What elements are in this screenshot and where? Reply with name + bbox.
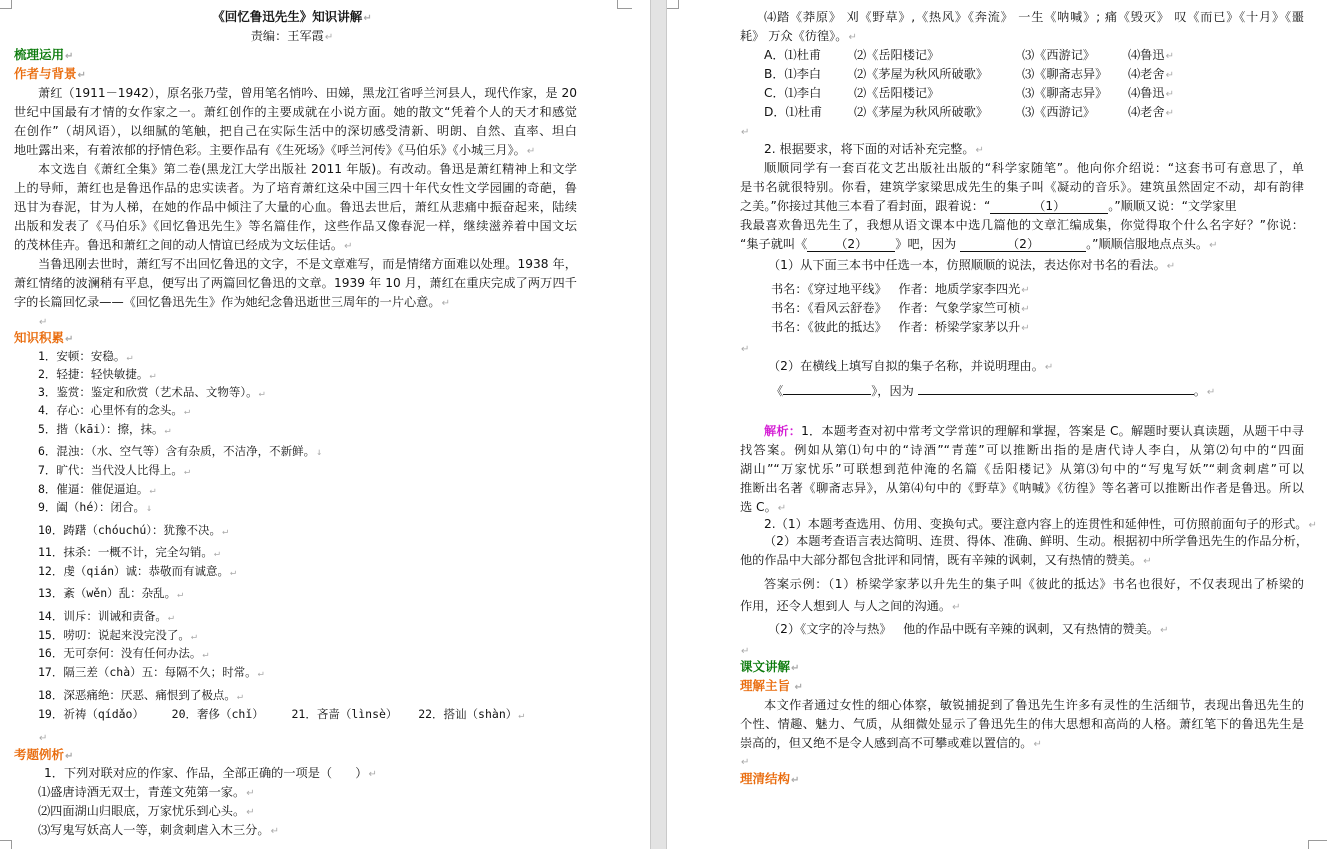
reason-blank[interactable] — [918, 394, 1194, 395]
vocab-item[interactable]: 8．催逼：催促逼迫。↵ — [38, 482, 156, 496]
couplet-line[interactable]: ⑶写鬼写妖高人一等，刺贪刺虐入木三分。↵ — [38, 823, 279, 837]
paragraph-line[interactable]: 顺顺同学有一套百花文艺出版社出版的“科学家随笔”。他向你介绍说：“这套书可有意思了，单 — [764, 161, 1304, 175]
paragraph-line[interactable]: 萧红情绪的波澜稍有平息，便写出了两篇回忆鲁迅的文章。1939 年 10 月，萧红在重庆完成了两万四千 — [14, 276, 577, 290]
couplet-line[interactable]: ⑷踏《莽原》 刈《野草》,《热风》《奔流》 一生《呐喊》; 痛《毁灭》 叹《而已》《十月》《噩 — [764, 10, 1304, 24]
blank-1[interactable]: （1） — [990, 199, 1108, 214]
page-corner-mark — [617, 0, 632, 9]
analysis-line[interactable]: 湖山”“万家忧乐”可联想到范仲淹的名篇《岳阳楼记》从第⑶句中的“写鬼写妖”“刺贪刺虐”可以 — [740, 462, 1304, 476]
option-c[interactable]: C．⑴李白 ⑵《岳阳楼记》 ⑶《聊斋志异》 ⑷鲁迅↵ — [764, 86, 1174, 100]
empty-paragraph: ↵ — [741, 344, 750, 355]
paragraph-line[interactable]: 字的长篇回忆录——《回忆鲁迅先生》作为她纪念鲁迅逝世三周年的一片心意。↵ — [14, 295, 450, 309]
empty-paragraph: ↵ — [39, 317, 48, 328]
paragraph-line[interactable]: 当鲁迅刚去世时，萧红写不出回忆鲁迅的文字，不是文章难写，而是情绪方面难以处理。1938 年， — [38, 257, 577, 271]
heading-knowledge[interactable]: 知识积累↵ — [14, 330, 74, 345]
page-corner-mark — [1308, 840, 1327, 849]
empty-paragraph: ↵ — [741, 646, 750, 657]
paragraph-line[interactable]: 地吐露出来，有着浓郁的抒情色彩。主要作品有《生死场》《呼兰河传》《马伯乐》《小城三月》。↵ — [14, 143, 536, 157]
vocab-item[interactable]: 5．揩（kāi）：擦，抹。↵ — [38, 422, 171, 436]
paragraph-line[interactable]: 是书名就很特别。你看，建筑学家梁思成先生的集子叫《凝动的音乐》。建筑虽然固定不动，却有韵律 — [740, 180, 1304, 194]
vocab-item[interactable]: 19．祈祷（qídǎo） 20．奢侈（chǐ） 21．吝啬（lìnsè） 22．搭讪（shàn）↵ — [38, 707, 525, 721]
page-gutter — [650, 0, 667, 849]
paragraph-line[interactable]: 萧红（1911－1942），原名张乃莹，曾用笔名悄吟、田娣，黑龙江省呼兰河县人，现代作家，是 20 — [38, 86, 577, 100]
document-editor[interactable]: 责编：王军霞↵ — [250, 29, 334, 43]
vocab-item[interactable]: 6．混浊：（水、空气等）含有杂质，不洁净，不新鲜。↓ — [38, 444, 323, 458]
couplet-line[interactable]: ⑵四面湖山归眼底，万家忧乐到心头。↵ — [38, 804, 255, 818]
vocab-item[interactable]: 2．轻捷：轻快敏捷。↵ — [38, 367, 156, 381]
option-b[interactable]: B．⑴李白 ⑵《茅屋为秋风所破歌》 ⑶《聊斋志异》 ⑷老舍↵ — [764, 67, 1174, 81]
section-heading-lesson[interactable]: 课文讲解↵ — [740, 659, 800, 674]
vocab-item[interactable]: 4．存心：心里怀有的念头。↵ — [38, 403, 190, 417]
vocab-item[interactable]: 9．阖（hé）：闭合。↓ — [38, 500, 153, 514]
vocab-item[interactable]: 15．唠叨：说起来没完没了。↵ — [38, 628, 197, 642]
page-corner-mark — [667, 0, 679, 9]
analysis-line[interactable]: （2）《文字的冷与热》 他的作品中既有辛辣的讽刺，又有热情的赞美。↵ — [768, 622, 1169, 636]
empty-paragraph: ↵ — [741, 127, 750, 138]
document-title[interactable]: 《回忆鲁迅先生》知识讲解↵ — [212, 9, 372, 24]
vocab-item[interactable]: 3．鉴赏：鉴定和欣赏（艺术品、文物等）。↵ — [38, 385, 265, 399]
analysis-line[interactable]: 作用，还令人想到人 与人之间的沟通。↵ — [740, 599, 961, 613]
analysis-line[interactable]: 找答案。例如从第⑴句中的“诗酒”“青莲”可以推断出指的是唐代诗人李白，从第⑵句中的“四面 — [740, 443, 1304, 457]
analysis-line[interactable]: 他的作品中大部分都包含批评和同情，既有辛辣的讽刺，又有热情的赞美。↵ — [740, 553, 1152, 567]
vocab-item[interactable]: 10．踌躇（chóuchú）：犹豫不决。↵ — [38, 523, 229, 537]
paragraph-line[interactable]: 的茂林佳卉。鲁迅和萧红之间的动人情谊已经成为文坛佳话。↵ — [14, 238, 353, 252]
heading-structure[interactable]: 理清结构↵ — [740, 771, 800, 786]
paragraph-line[interactable]: 上的导师，萧红也是鲁迅作品的忠实读者。为了培育萧红这朵中国三四十年代女性文学园圃的奇葩，鲁 — [14, 181, 577, 195]
vocab-item[interactable]: 12．虔（qián）诚：恭敬而有诚意。↵ — [38, 564, 237, 578]
analysis-line[interactable]: 解析：1．本题考查对初中常考文学常识的理解和掌握，答案是 C。解题时要认真读题，从题干中寻 — [764, 424, 1304, 438]
page-corner-mark — [0, 0, 12, 9]
theme-line[interactable]: 本文作者通过女性的细心体察，敏锐捕捉到了鲁迅先生许多有灵性的生活细节，表现出鲁迅先生的 — [764, 698, 1304, 712]
paragraph-line[interactable]: 本文选自《萧红全集》第二卷(黑龙江大学出版社 2011 年版)。有改动。鲁迅是萧红精神上和文学 — [38, 162, 577, 176]
heading-author-background[interactable]: 作者与背景↵ — [14, 66, 86, 81]
page-corner-mark — [0, 840, 12, 849]
fill-in-line[interactable]: 《 》，因为 。↵ — [771, 384, 1216, 398]
empty-paragraph: ↵ — [39, 733, 48, 744]
option-d[interactable]: D．⑴杜甫 ⑵《茅屋为秋风所破歌》 ⑶《西游记》 ⑷老舍↵ — [764, 105, 1174, 119]
paragraph-line[interactable]: “集子就叫《 （2） 》吧，因为 （2） 。”顺顺信服地点点头。↵ — [740, 237, 1218, 251]
paragraph-line[interactable]: 出版和发表了《马伯乐》《回忆鲁迅先生》等名篇佳作，这些作品又像春泥一样，继续滋养着中国文坛 — [14, 219, 577, 233]
book-item[interactable]: 书名：《看风云舒卷》 作者：气象学家竺可桢↵ — [771, 301, 1030, 315]
section-heading-review[interactable]: 梳理运用↵ — [14, 47, 74, 62]
analysis-line[interactable]: 2.（1）本题考查选用、仿用、变换句式。要注意内容上的连贯性和延伸性，可仿照前面句子的形式。↵ — [764, 517, 1317, 531]
blank-2a[interactable]: （2） — [807, 237, 895, 252]
vocab-item[interactable]: 17．隔三差（chà）五：每隔不久；时常。↵ — [38, 665, 264, 679]
document-page-left — [0, 0, 650, 849]
paragraph-line[interactable]: 我最喜欢鲁迅先生了，我想从语文课本中选几篇他的文章汇编成集，你觉得取个什么名字好？”你说： — [740, 218, 1304, 232]
empty-paragraph: ↵ — [741, 757, 750, 768]
analysis-line[interactable]: 答案示例：（1）桥梁学家茅以升先生的集子叫《彼此的抵达》书名也很好，不仅表现出了桥梁的 — [764, 577, 1304, 591]
analysis-line[interactable]: 推断出名著《聊斋志异》，从第⑷句中的《野草》《呐喊》《彷徨》等名著可以推断出作者是鲁迅。所以 — [740, 481, 1304, 495]
heading-exam-analysis[interactable]: 考题例析↵ — [14, 747, 74, 762]
analysis-label: 解析： — [764, 424, 802, 438]
vocab-item[interactable]: 16．无可奈何：没有任何办法。↵ — [38, 646, 209, 660]
vocab-item[interactable]: 7．旷代：当代没人比得上。↵ — [38, 463, 190, 477]
paragraph-line[interactable]: 之美。”你接过其他三本看了看封面，跟着说：“ （1） 。”顺顺又说：“文学家里 — [740, 199, 1237, 213]
option-a[interactable]: A．⑴杜甫 ⑵《岳阳楼记》 ⑶《西游记》 ⑷鲁迅↵ — [764, 48, 1174, 62]
couplet-line[interactable]: 耗》 万众《彷徨》。↵ — [740, 29, 857, 43]
couplet-line[interactable]: ⑴盛唐诗酒无双士，青莲文苑第一家。↵ — [38, 785, 255, 799]
exam-question[interactable]: 1．下列对联对应的作家、作品，全部正确的一项是（ ）↵ — [44, 766, 377, 780]
analysis-line[interactable]: （2）本题考查语言表达简明、连贯、得体、准确、鲜明、生动。根据初中所学鲁迅先生的作品分析， — [764, 534, 1309, 548]
document-page-right — [667, 0, 1343, 849]
theme-line[interactable]: 崇高的，但又绝不是令人感到高不可攀或难以置信的。↵ — [740, 736, 1042, 750]
book-item[interactable]: 书名：《穿过地平线》 作者：地质学家李四光↵ — [771, 282, 1030, 296]
collection-name-blank[interactable] — [783, 394, 871, 395]
paragraph-line[interactable]: 世纪中国最有才情的女作家之一。萧红创作的主要成就在小说方面。她的散文“凭着个人的天才和感觉 — [14, 105, 577, 119]
vocab-item[interactable]: 14．训斥：训诫和责备。↵ — [38, 609, 174, 623]
book-item[interactable]: 书名：《彼此的抵达》 作者：桥梁学家茅以升↵ — [771, 320, 1030, 334]
sub-question-2[interactable]: （2）在横线上填写自拟的集子名称，并说明理由。↵ — [768, 359, 1054, 373]
heading-theme[interactable]: 理解主旨 ↵ — [740, 678, 803, 693]
vocab-item[interactable]: 13．紊（wěn）乱：杂乱。↵ — [38, 586, 184, 600]
vocab-item[interactable]: 1．安顿：安稳。↵ — [38, 349, 133, 363]
analysis-line[interactable]: 选 C。↵ — [740, 500, 787, 514]
question-2-title[interactable]: 2. 根据要求，将下面的对话补充完整。↵ — [764, 142, 984, 156]
theme-line[interactable]: 个性、情趣、魅力、气质，从细微处显示了鲁迅先生的伟大思想和高尚的人格。萧红笔下的鲁迅先生是 — [740, 717, 1304, 731]
vocab-item[interactable]: 18．深恶痛绝：厌恶、痛恨到了极点。↵ — [38, 688, 243, 702]
vocab-item[interactable]: 11．抹杀：一概不计，完全勾销。↵ — [38, 545, 220, 559]
blank-2b[interactable]: （2） — [960, 237, 1086, 252]
paragraph-line[interactable]: 迅甘为春泥，甘为人梯，在她的作品中倾注了大量的心血。鲁迅去世后，萧红从悲痛中振奋起来，陆续 — [14, 200, 577, 214]
sub-question-1[interactable]: （1）从下面三本书中任选一本，仿照顺顺的说法，表达你对书名的看法。↵ — [768, 258, 1176, 272]
paragraph-line[interactable]: 在创作”（胡风语），以细腻的笔触，把自己在实际生活中的深切感受清新、明朗、自然、直率、坦白 — [14, 124, 577, 138]
